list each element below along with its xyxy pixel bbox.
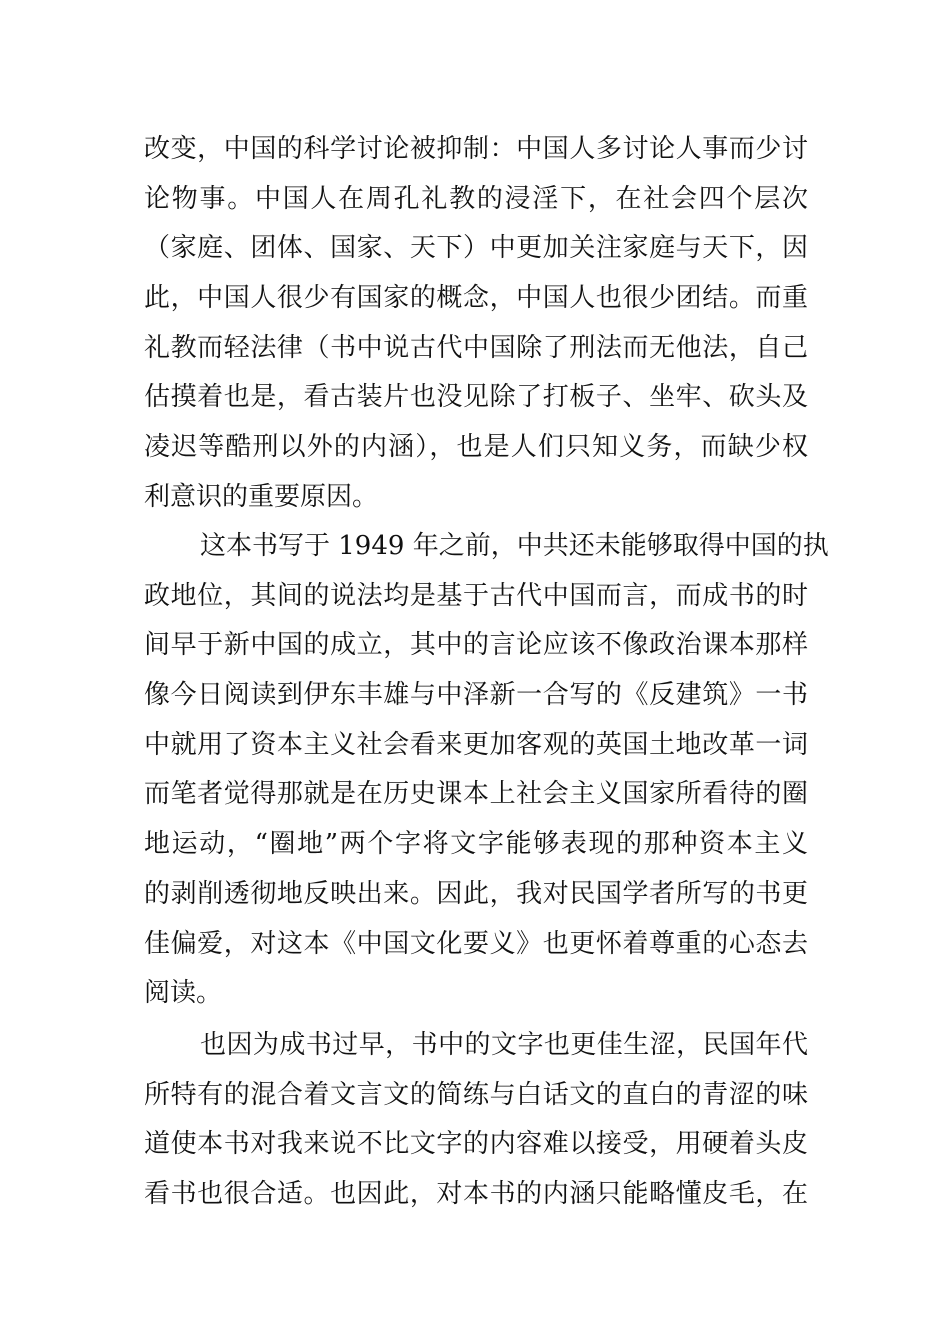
text-line: 改变，中国的科学讨论被抑制：中国人多讨论人事而少讨 xyxy=(144,134,808,164)
text-line: 此，中国人很少有国家的概念，中国人也很少团结。而重 xyxy=(144,283,808,314)
paragraph-2 xyxy=(144,522,829,1019)
text-line: 佳偏爱，对这本《中国文化要义》也更怀着尊重的心态去 xyxy=(144,928,808,959)
text-line: 间早于新中国的成立，其中的言论应该不像政治课本那样 xyxy=(144,630,808,661)
text-line: 也因为成书过早，书中的文字也更佳生涩，民国年代 xyxy=(200,1030,808,1060)
text-line: 论物事。中国人在周孔礼教的浸淫下，在社会四个层次 xyxy=(144,183,808,214)
text-line: 政地位，其间的说法均是基于古代中国而言，而成书的时 xyxy=(144,580,808,611)
text-line: 阅读。 xyxy=(144,978,223,1009)
text-line: 看书也很合适。也因此，对本书的内涵只能略懂皮毛，在 xyxy=(144,1179,808,1210)
paragraph-1 xyxy=(144,125,808,523)
text-line: 道使本书对我来说不比文字的内容难以接受，用硬着头皮 xyxy=(144,1129,808,1160)
text-line: 利意识的重要原因。 xyxy=(144,481,379,512)
text-line: 所特有的混合着文言文的简练与白话文的直白的青涩的味 xyxy=(144,1079,808,1110)
text-line: 礼教而轻法律（书中说古代中国除了刑法而无他法，自己 xyxy=(144,332,808,363)
paragraph-3 xyxy=(144,1021,808,1220)
text-line: 的剥削透彻地反映出来。因此，我对民国学者所写的书更 xyxy=(144,878,808,909)
text-line: 凌迟等酷刑以外的内涵），也是人们只知义务，而缺少权 xyxy=(144,432,808,463)
text-line: 而笔者觉得那就是在历史课本上社会主义国家所看待的圈 xyxy=(144,779,808,810)
text-line: 中就用了资本主义社会看来更加客观的英国土地改革一词 xyxy=(144,729,808,760)
text-line: 地运动，“圈地”两个字将文字能够表现的那种资本主义 xyxy=(144,829,808,860)
text-line: 估摸着也是，看古装片也没见除了打板子、坐牢、砍头及 xyxy=(144,382,808,413)
text-line: （家庭、团体、国家、天下）中更加关注家庭与天下，因 xyxy=(144,233,808,264)
text-line: 这本书写于 1949 年之前，中共还未能够取得中国的执 xyxy=(200,531,829,561)
text-line: 像今日阅读到伊东丰雄与中泽新一合写的《反建筑》一书 xyxy=(144,680,808,711)
